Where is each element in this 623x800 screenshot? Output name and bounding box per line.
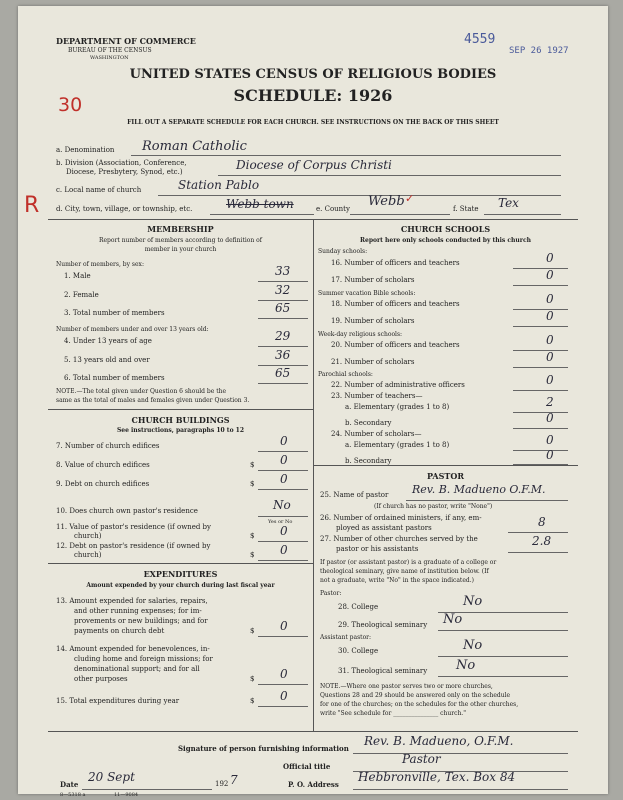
- q9-dollar: $: [250, 480, 255, 488]
- q26-label: 26. Number of ordained ministers, if any, em-: [320, 514, 482, 522]
- q13-dollar: $: [250, 627, 255, 635]
- q14-value: 0: [280, 667, 288, 681]
- q31-label: 31. Theological seminary: [338, 667, 428, 675]
- division-value: Diocese of Corpus Christi: [236, 158, 392, 172]
- q24b-label: b. Secondary: [345, 457, 392, 465]
- county-check-mark: ✓: [405, 192, 415, 205]
- q15-value: 0: [280, 689, 288, 703]
- q24a-value: 0: [546, 433, 554, 447]
- q17-value: 0: [546, 268, 554, 282]
- county-label: e. County: [316, 205, 350, 213]
- q23b-label: b. Secondary: [345, 419, 392, 427]
- q11-label-cont: church): [74, 532, 102, 540]
- q28-value: No: [463, 594, 483, 609]
- sunday-label: Sunday schools:: [318, 248, 368, 255]
- q25-label: 25. Name of pastor: [320, 491, 389, 499]
- graduate-note-3: not a graduate, write "No" in the space indicated.): [320, 577, 474, 584]
- q10-value: No: [273, 498, 291, 512]
- pencil-mark-30: 30: [58, 94, 83, 116]
- membership-title: MEMBERSHIP: [147, 224, 214, 234]
- schedule-title: SCHEDULE: 1926: [233, 86, 393, 105]
- pencil-mark-r: R: [24, 193, 40, 218]
- q29-value: No: [443, 612, 463, 627]
- date-value: 20 Sept: [88, 770, 135, 784]
- q12-value: 0: [280, 543, 288, 557]
- pastor-note-2: Questions 28 and 29 should be answered only on the schedule: [320, 692, 511, 699]
- q20-label: 20. Number of officers and teachers: [331, 341, 460, 349]
- denomination-value: Roman Catholic: [142, 139, 247, 154]
- q25-note: (If church has no pastor, write "None"): [374, 503, 493, 510]
- q22-value: 0: [546, 373, 554, 387]
- q21-value: 0: [546, 350, 554, 364]
- q8-label: 8. Value of church edifices: [56, 461, 150, 469]
- q19-value: 0: [546, 309, 554, 323]
- department-label: DEPARTMENT OF COMMERCE: [56, 36, 196, 46]
- q17-label: 17. Number of scholars: [331, 276, 415, 284]
- q9-value: 0: [280, 472, 288, 486]
- date-received-stamp: SEP 26 1927: [509, 46, 569, 56]
- q14-label: 14. Amount expended for benevolences, in-: [56, 645, 210, 653]
- q13-label-2: and other running expenses; for im-: [74, 607, 202, 615]
- q6-value: 65: [275, 366, 291, 380]
- q23a-value: 2: [546, 395, 554, 409]
- q18-label: 18. Number of officers and teachers: [331, 300, 460, 308]
- q8-value: 0: [280, 453, 288, 467]
- summer-label: Summer vacation Bible schools:: [318, 290, 416, 297]
- form-number: 8—5318 a: [60, 792, 86, 798]
- state-value: Tex: [498, 196, 519, 210]
- graduate-note-2: theological seminary, give name of institution below. (If: [320, 568, 489, 575]
- q13-label-3: provements or new buildings; and for: [74, 617, 208, 625]
- city-town-label: d. City, town, village, or township, etc.: [56, 205, 193, 213]
- q12-label: 12. Debt on pastor's residence (if owned by: [56, 542, 211, 550]
- census-schedule-sheet: [18, 6, 608, 798]
- date-label: Date: [60, 780, 79, 789]
- pastor-note-4: write "See schedule for _______________ church.": [320, 710, 466, 717]
- q24a-label: a. Elementary (grades 1 to 8): [345, 441, 450, 449]
- q13-value: 0: [280, 619, 288, 633]
- q23a-label: a. Elementary (grades 1 to 8): [345, 403, 450, 411]
- q7-label: 7. Number of church edifices: [56, 442, 160, 450]
- city-label: WASHINGTON: [90, 55, 129, 61]
- pastor-title: PASTOR: [427, 471, 464, 481]
- official-title-label: Official title: [283, 762, 331, 771]
- yes-no-hint: Yes or No: [268, 519, 293, 525]
- assistant-pastor-sublabel: Assistant pastor:: [320, 634, 372, 641]
- q11-value: 0: [280, 524, 288, 538]
- membership-note-1: NOTE.—The total given under Question 6 should be the: [56, 388, 227, 395]
- denomination-label: a. Denomination: [56, 146, 115, 154]
- expenditures-intro: Amount expended by your church during last fiscal year: [86, 582, 275, 589]
- q6-label: 6. Total number of members: [64, 374, 165, 382]
- membership-intro-1: Report number of members according to definition of: [98, 237, 262, 244]
- q24b-value: 0: [546, 448, 554, 462]
- q10-label: 10. Does church own pastor's residence: [56, 507, 198, 515]
- q31-value: No: [456, 658, 476, 673]
- q13-label-4: payments on church debt: [74, 627, 165, 635]
- division-label: b. Division (Association, Conference,: [56, 159, 187, 167]
- state-label: f. State: [453, 205, 479, 213]
- q14-label-3: denominational support; and for all: [74, 665, 200, 673]
- q24-label: 24. Number of scholars—: [331, 430, 422, 438]
- county-value: Webb: [368, 194, 405, 209]
- q25-value: Rev. B. Madueno O.F.M.: [412, 483, 546, 496]
- q14-label-4: other purposes: [74, 675, 128, 683]
- pastor-sublabel: Pastor:: [320, 590, 342, 597]
- schools-title: CHURCH SCHOOLS: [400, 224, 491, 234]
- q14-dollar: $: [250, 675, 255, 683]
- q16-label: 16. Number of officers and teachers: [331, 259, 460, 267]
- q27-label-cont: pastor or his assistants: [336, 545, 419, 553]
- signature-value: Rev. B. Madueno, O.F.M.: [364, 734, 514, 748]
- year-digit: 7: [230, 773, 238, 787]
- q27-label: 27. Number of other churches served by the: [320, 535, 478, 543]
- q16-value: 0: [546, 251, 554, 265]
- weekday-label: Week-day religious schools:: [318, 331, 403, 338]
- expenditures-title: EXPENDITURES: [143, 569, 218, 579]
- pastor-note-3: for one of the churches; on the schedules for the other churches,: [320, 701, 519, 708]
- parochial-label: Parochial schools:: [318, 371, 373, 378]
- q3-label: 3. Total number of members: [64, 309, 165, 317]
- q12-label-cont: church): [74, 551, 102, 559]
- q1-value: 33: [275, 264, 291, 278]
- graduate-note-1: If pastor (or assistant pastor) is a graduate of a college or: [320, 559, 497, 566]
- q4-value: 29: [275, 329, 291, 343]
- instruction-line: FILL OUT A SEPARATE SCHEDULE FOR EACH CHURCH. SEE INSTRUCTIONS ON THE BACK OF THIS SHEET: [127, 119, 499, 126]
- official-title-value: Pastor: [402, 752, 441, 766]
- q18-value: 0: [546, 292, 554, 306]
- q7-value: 0: [280, 434, 288, 448]
- form-title: UNITED STATES CENSUS OF RELIGIOUS BODIES: [129, 67, 497, 82]
- q5-value: 36: [275, 348, 291, 362]
- q28-label: 28. College: [338, 603, 379, 611]
- q26-label-cont: ployed as assistant pastors: [336, 524, 432, 532]
- q30-value: No: [463, 638, 483, 653]
- bureau-label: BUREAU OF THE CENSUS: [68, 47, 152, 54]
- q29-label: 29. Theological seminary: [338, 621, 428, 629]
- q4-label: 4. Under 13 years of age: [64, 337, 152, 345]
- city-town-value: Webb town: [226, 197, 294, 211]
- signature-label: Signature of person furnishing information: [178, 744, 349, 753]
- q20-value: 0: [546, 333, 554, 347]
- q8-dollar: $: [250, 461, 255, 469]
- by-sex-label: Number of members, by sex:: [56, 261, 144, 268]
- q11-label: 11. Value of pastor's residence (if owned by: [56, 523, 211, 531]
- q5-label: 5. 13 years old and over: [64, 356, 150, 364]
- q2-label: 2. Female: [64, 291, 99, 299]
- division-label-cont: Diocese, Presbytery, Synod, etc.): [66, 168, 183, 176]
- pastor-note-1: NOTE.—Where one pastor serves two or more churches,: [320, 683, 493, 690]
- q21-label: 21. Number of scholars: [331, 358, 415, 366]
- q22-label: 22. Number of administrative officers: [331, 381, 465, 389]
- buildings-intro: See instructions, paragraphs 10 to 12: [116, 427, 245, 434]
- q9-label: 9. Debt on church edifices: [56, 480, 150, 488]
- q12-dollar: $: [250, 551, 255, 559]
- po-address-value: Hebbronville, Tex. Box 84: [358, 770, 516, 784]
- local-name-value: Station Pablo: [178, 178, 260, 192]
- q13-label: 13. Amount expended for salaries, repairs,: [56, 597, 208, 605]
- print-number: 11—9084: [114, 792, 139, 798]
- local-name-label: c. Local name of church: [56, 186, 142, 194]
- q27-value: 2.8: [532, 534, 552, 548]
- q1-label: 1. Male: [64, 272, 91, 280]
- under-over-label: Number of members under and over 13 years old:: [56, 326, 209, 333]
- buildings-title: CHURCH BUILDINGS: [131, 415, 230, 425]
- q2-value: 32: [275, 283, 291, 297]
- q23b-value: 0: [546, 411, 554, 425]
- year-prefix: 192: [215, 780, 229, 788]
- serial-stamp: 4559: [464, 32, 496, 47]
- schools-intro: Report here only schools conducted by this church: [360, 237, 531, 244]
- q26-value: 8: [538, 515, 546, 529]
- q15-dollar: $: [250, 697, 255, 705]
- q30-label: 30. College: [338, 647, 379, 655]
- po-address-label: P. O. Address: [288, 780, 339, 789]
- membership-note-2: same as the total of males and females given under Question 3.: [56, 397, 250, 404]
- q23-label: 23. Number of teachers—: [331, 392, 423, 400]
- q3-value: 65: [275, 301, 291, 315]
- membership-intro-2: member in your church: [144, 246, 217, 253]
- q15-label: 15. Total expenditures during year: [56, 697, 180, 705]
- q19-label: 19. Number of scholars: [331, 317, 415, 325]
- q11-dollar: $: [250, 532, 255, 540]
- q14-label-2: cluding home and foreign missions; for: [74, 655, 213, 663]
